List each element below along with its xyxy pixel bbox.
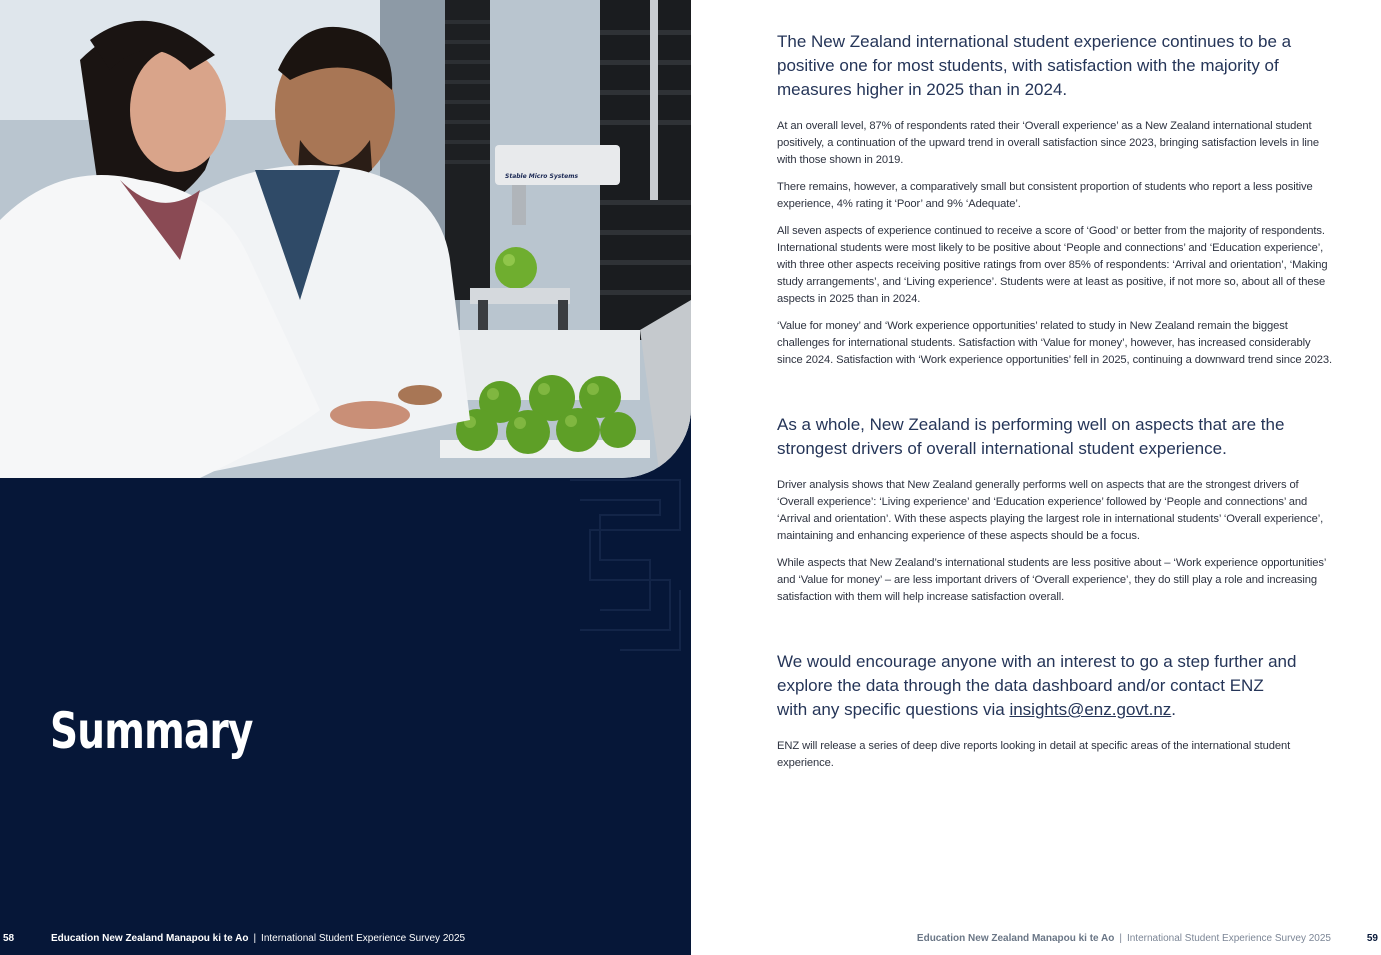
insights-email-link[interactable]: insights@enz.govt.nz bbox=[1009, 700, 1172, 719]
device-label: Stable Micro Systems bbox=[505, 173, 579, 180]
section1-paragraph-3: All seven aspects of experience continued to receive a score of ‘Good’ or better from the majority of respondents. International students were most likely to be positive about ‘People and connections’ and ‘Education experience’, with three other aspects receiving positive ratings from over 85% of respondents: ‘Arrival and orientation’, ‘Making study arrangements’, and ‘Living experience’. Students were at least as positive, if not more so, about all of these aspects in 2025 than in 2024. bbox=[777, 225, 1328, 305]
footer-doc-title: International Student Experience Survey 2025 bbox=[1126, 933, 1331, 944]
footer-separator: | bbox=[253, 933, 257, 944]
section2-paragraph-2: While aspects that New Zealand’s international students are less positive about – ‘Work experience opportunities’ and ‘Value for money’ – are less important drivers of ‘Overall experience’, they do still play a role and increasing satisfaction with them will help increase satisfaction overall. bbox=[777, 557, 1326, 603]
section1-paragraph-1: At an overall level, 87% of respondents rated their ‘Overall experience’ as a New Zealand international student positively, a continuation of the upward trend in overall satisfaction since 2023, bringing satisfaction levels in line with those shown in 2019. bbox=[777, 120, 1319, 166]
scientists-photo bbox=[0, 0, 691, 478]
footer-left bbox=[51, 933, 465, 944]
footer-separator: | bbox=[1119, 933, 1122, 944]
section1-paragraph-4: ‘Value for money’ and ‘Work experience opportunities’ related to study in New Zealand remain the biggest challenges for international students. Satisfaction with ‘Value for money’, however, has increased considerably since 2024. Satisfaction with ‘Work experience opportunities’ fell in 2025, continuing a downward trend since 2023. bbox=[777, 320, 1333, 366]
footer-org: Education New Zealand Manapou ki te Ao bbox=[916, 933, 1115, 944]
section1-paragraph-2: There remains, however, a comparatively small but consistent proportion of students who report a less positive experience, 4% rating it ‘Poor’ and 9% ‘Adequate’. bbox=[777, 181, 1313, 210]
footer-right bbox=[917, 933, 1331, 944]
page-title: Summary bbox=[50, 702, 253, 760]
footer-org: Education New Zealand Manapou ki te Ao bbox=[51, 933, 249, 944]
section3-lead-text: We would encourage anyone with an interest to go a step further and explore the data through the data dashboard and/or contact ENZ with any specific questions via bbox=[777, 652, 1297, 719]
page-number-left: 58 bbox=[3, 933, 15, 944]
maze-pattern-decoration bbox=[560, 470, 691, 670]
summary-body bbox=[777, 30, 1337, 782]
section2-lead: As a whole, New Zealand is performing well on aspects that are the strongest drivers of overall international student experience. bbox=[777, 415, 1285, 458]
section3-paragraph-1: ENZ will release a series of deep dive reports looking in detail at specific areas of the international student experience. bbox=[777, 740, 1291, 769]
section3-lead bbox=[777, 650, 1297, 722]
section3-lead-end: . bbox=[1171, 700, 1177, 719]
footer-doc-title: International Student Experience Survey 2025 bbox=[261, 933, 466, 944]
section2-paragraph-1: Driver analysis shows that New Zealand generally performs well on aspects that are the strongest drivers of ‘Overall experience’: ‘Living experience’ and ‘Education experience’ followed by ‘People and connections’ and ‘Arrival and orientation’. With these aspects playing the largest role in international students’ ‘Overall experience’, maintaining and enhancing experience of these aspects should be a focus. bbox=[777, 479, 1324, 542]
section1-lead: The New Zealand international student experience continues to be a positive one for most students, with satisfaction with the majority of measures higher in 2025 than in 2024. bbox=[777, 32, 1292, 99]
page-number-right: 59 bbox=[1366, 933, 1378, 944]
